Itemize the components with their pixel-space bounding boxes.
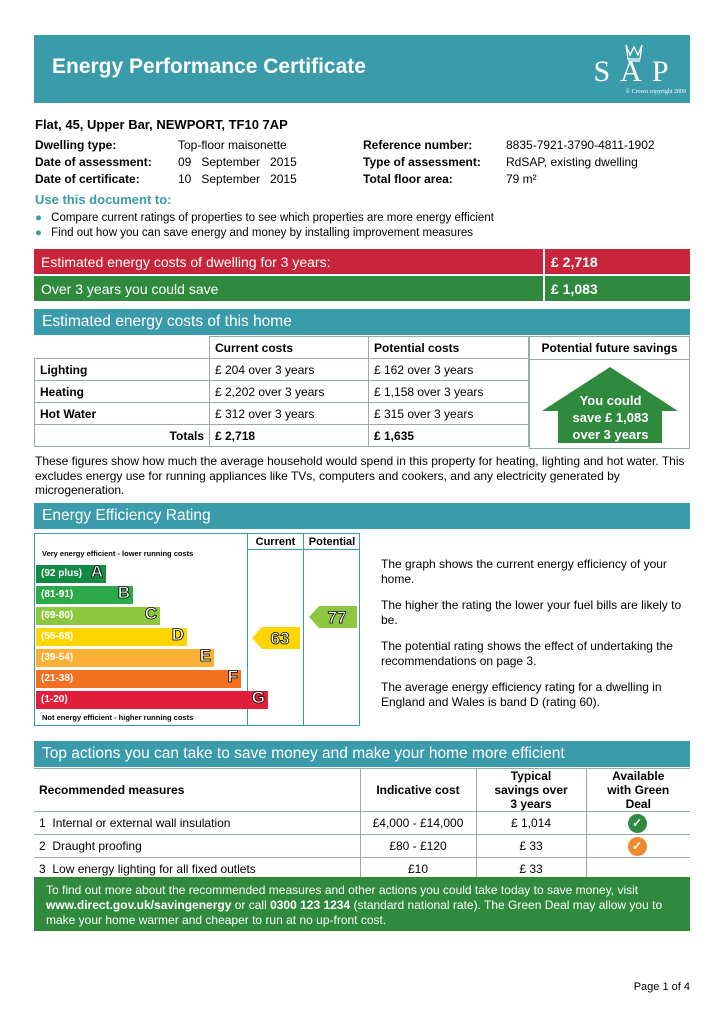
estimated-cost-label: Estimated energy costs of dwelling for 3 years: <box>41 254 331 270</box>
footer-text-1: To find out more about the recommended measures and other actions you could take today to save money, visit <box>46 883 639 897</box>
measure-number: 1 <box>39 816 46 830</box>
rating-heading-bar <box>34 503 690 529</box>
rating-band-c <box>36 604 160 625</box>
measure-cost: £4,000 - £14,000 <box>360 812 476 835</box>
rating-band-letter: D <box>171 625 184 644</box>
savings-panel <box>529 336 690 449</box>
house-line-3: over 3 years <box>572 427 649 442</box>
costs-heading: Estimated energy costs of this home <box>42 313 292 330</box>
costs-table <box>34 336 529 447</box>
rating-bottom-caption: Not energy efficient - higher running costs <box>42 713 194 722</box>
rating-band-range: (81-91) <box>41 589 74 600</box>
rating-band-e <box>36 646 214 667</box>
use-doc-heading: Use this document to: <box>35 192 172 207</box>
date-certificate-value: 10 September 2015 <box>178 172 297 186</box>
footer-text-3: (standard national rate). The Green Deal may allow you to make your home warmer and cheaper to run at no up-front cost. <box>46 898 663 927</box>
potential-rating-arrow-value: 77 <box>327 608 347 627</box>
cost-row-current: £ 312 over 3 years <box>210 403 369 425</box>
use-doc-bullet-2 <box>35 227 473 239</box>
rating-band-a <box>36 562 106 583</box>
rating-band-b <box>36 583 133 604</box>
rating-band-g <box>36 688 268 709</box>
bullet-dot-icon: ● <box>35 227 42 239</box>
rating-band-letter: G <box>251 688 265 707</box>
rating-text-2: The higher the rating the lower your fuel bills are likely to be. <box>381 598 682 627</box>
footer-text-2: or call <box>231 898 271 912</box>
house-line-2: save £ 1,083 <box>572 410 649 425</box>
crown-copyright: © Crown copyright 2009 <box>625 89 686 95</box>
rating-band-f <box>36 667 241 688</box>
table-row <box>35 381 529 403</box>
floor-area-value: 79 m² <box>506 172 537 186</box>
cost-row-potential: £ 315 over 3 years <box>369 403 529 425</box>
totals-current: £ 2,718 <box>210 425 369 447</box>
col-future-savings: Potential future savings <box>541 341 678 355</box>
measure-saving: £ 33 <box>476 858 586 881</box>
header-bar <box>34 35 690 103</box>
actions-table <box>34 768 690 881</box>
totals-row <box>35 425 529 447</box>
type-assessment-value: RdSAP, existing dwelling <box>506 155 638 169</box>
rating-band-range: (55-68) <box>41 631 74 642</box>
savings-value: £ 1,083 <box>551 281 598 297</box>
rating-band-letter: C <box>144 604 157 623</box>
col-current-costs: Current costs <box>210 337 369 359</box>
house-line-1: You could <box>579 393 642 408</box>
costs-note: These figures show how much the average household would spend in this property for heating, lighting and hot water. This excludes energy use for running appliances like TVs, computers and cookers, and any electricity generated by microgeneration. <box>35 454 685 497</box>
date-assessment-value: 09 September 2015 <box>178 155 297 169</box>
costs-heading-bar <box>34 309 690 335</box>
measure-cell <box>34 812 360 835</box>
rating-band-letter: B <box>117 583 130 602</box>
rating-band-letter: A <box>90 562 103 581</box>
page-title: Energy Performance Certificate <box>52 55 366 78</box>
table-row <box>35 359 529 381</box>
rating-band-range: (21-38) <box>41 673 74 684</box>
cost-row-current: £ 204 over 3 years <box>210 359 369 381</box>
cost-row-label: Hot Water <box>35 403 210 425</box>
date-assessment-label: Date of assessment: <box>35 155 152 169</box>
table-row <box>34 812 690 835</box>
savings-bar <box>34 276 543 301</box>
floor-area-label: Total floor area: <box>363 172 453 186</box>
measure-number: 3 <box>39 862 46 877</box>
rating-band-letter: F <box>227 667 238 686</box>
use-doc-bullet-text: Compare current ratings of properties to see which properties are more energy efficient <box>51 212 494 224</box>
actions-heading: Top actions you can take to save money and make your home more efficient <box>42 745 565 762</box>
use-doc-bullet-1 <box>35 212 494 224</box>
current-rating-arrow-value: 63 <box>270 629 290 648</box>
cost-row-potential: £ 1,158 over 3 years <box>369 381 529 403</box>
measure-text: Draught proofing <box>52 839 142 853</box>
measure-cost: £10 <box>360 858 476 881</box>
rating-band-range: (39-54) <box>41 652 74 663</box>
current-rating-arrow <box>252 627 302 649</box>
estimated-cost-value-box <box>545 249 690 274</box>
measure-saving: £ 1,014 <box>476 812 586 835</box>
rating-band-range: (1-20) <box>41 694 68 705</box>
rating-text-3: The potential rating shows the effect of undertaking the recommendations on page 3. <box>381 639 673 668</box>
dwelling-type-value: Top-floor maisonette <box>178 138 287 152</box>
reference-label: Reference number: <box>363 138 473 152</box>
col-potential-costs: Potential costs <box>369 337 529 359</box>
rating-band-range: (92 plus) <box>41 568 83 579</box>
footer-link[interactable]: www.direct.gov.uk/savingenergy <box>46 898 232 912</box>
measure-text: Internal or external wall insulation <box>52 816 231 830</box>
cost-row-current: £ 2,202 over 3 years <box>210 381 369 403</box>
rating-heading: Energy Efficiency Rating <box>42 507 211 524</box>
footer-info-box <box>34 877 690 931</box>
measure-number: 2 <box>39 839 46 853</box>
savings-label: Over 3 years you could save <box>41 281 219 297</box>
actions-heading-bar <box>34 741 690 767</box>
cost-row-potential: £ 162 over 3 years <box>369 359 529 381</box>
savings-value-box <box>545 276 690 301</box>
type-assessment-label: Type of assessment: <box>363 155 481 169</box>
green-deal-tick-icon: ✓ <box>628 837 647 856</box>
rating-band-letter: E <box>199 646 211 665</box>
property-address: Flat, 45, Upper Bar, NEWPORT, TF10 7AP <box>35 117 288 132</box>
col-measures: Recommended measures <box>34 769 360 812</box>
col-typical-savings: Typical savings over 3 years <box>476 769 586 812</box>
date-certificate-label: Date of certificate: <box>35 172 140 186</box>
reference-value: 8835-7921-3790-4811-1902 <box>506 138 655 152</box>
measure-text: Low energy lighting for all fixed outlets <box>52 862 256 877</box>
col-current-rating: Current <box>255 536 296 548</box>
footer-phone: 0300 123 1234 <box>270 898 351 912</box>
rating-band-range: (69-80) <box>41 610 74 621</box>
col-potential-rating: Potential <box>308 536 356 548</box>
sap-logo-text: SAP <box>593 55 679 88</box>
cost-row-label: Lighting <box>35 359 210 381</box>
table-row <box>34 835 690 858</box>
measure-cell <box>34 835 360 858</box>
totals-potential: £ 1,635 <box>369 425 529 447</box>
page-number: Page 1 of 4 <box>633 981 690 993</box>
measure-cost: £80 - £120 <box>360 835 476 858</box>
sap-logo <box>586 41 686 99</box>
green-deal-tick-icon: ✓ <box>628 814 647 833</box>
potential-rating-arrow <box>309 606 359 628</box>
use-doc-bullet-text: Find out how you can save energy and money by installing improvement measures <box>51 227 474 239</box>
estimated-cost-bar <box>34 249 543 274</box>
table-row <box>35 403 529 425</box>
rating-band-d <box>36 625 187 646</box>
dwelling-type-label: Dwelling type: <box>35 138 117 152</box>
rating-text-4: The average energy efficiency rating for a dwelling in England and Wales is band D (rating 60). <box>381 680 662 709</box>
totals-label: Totals <box>35 425 210 447</box>
estimated-cost-value: £ 2,718 <box>551 254 598 270</box>
measure-saving: £ 33 <box>476 835 586 858</box>
bullet-dot-icon: ● <box>35 212 42 224</box>
col-cost: Indicative cost <box>360 769 476 812</box>
rating-text-1: The graph shows the current energy efficiency of your home. <box>381 557 667 586</box>
rating-top-caption: Very energy efficient - lower running costs <box>42 549 194 558</box>
col-green-deal: Available with Green Deal <box>586 769 690 812</box>
cost-row-label: Heating <box>35 381 210 403</box>
